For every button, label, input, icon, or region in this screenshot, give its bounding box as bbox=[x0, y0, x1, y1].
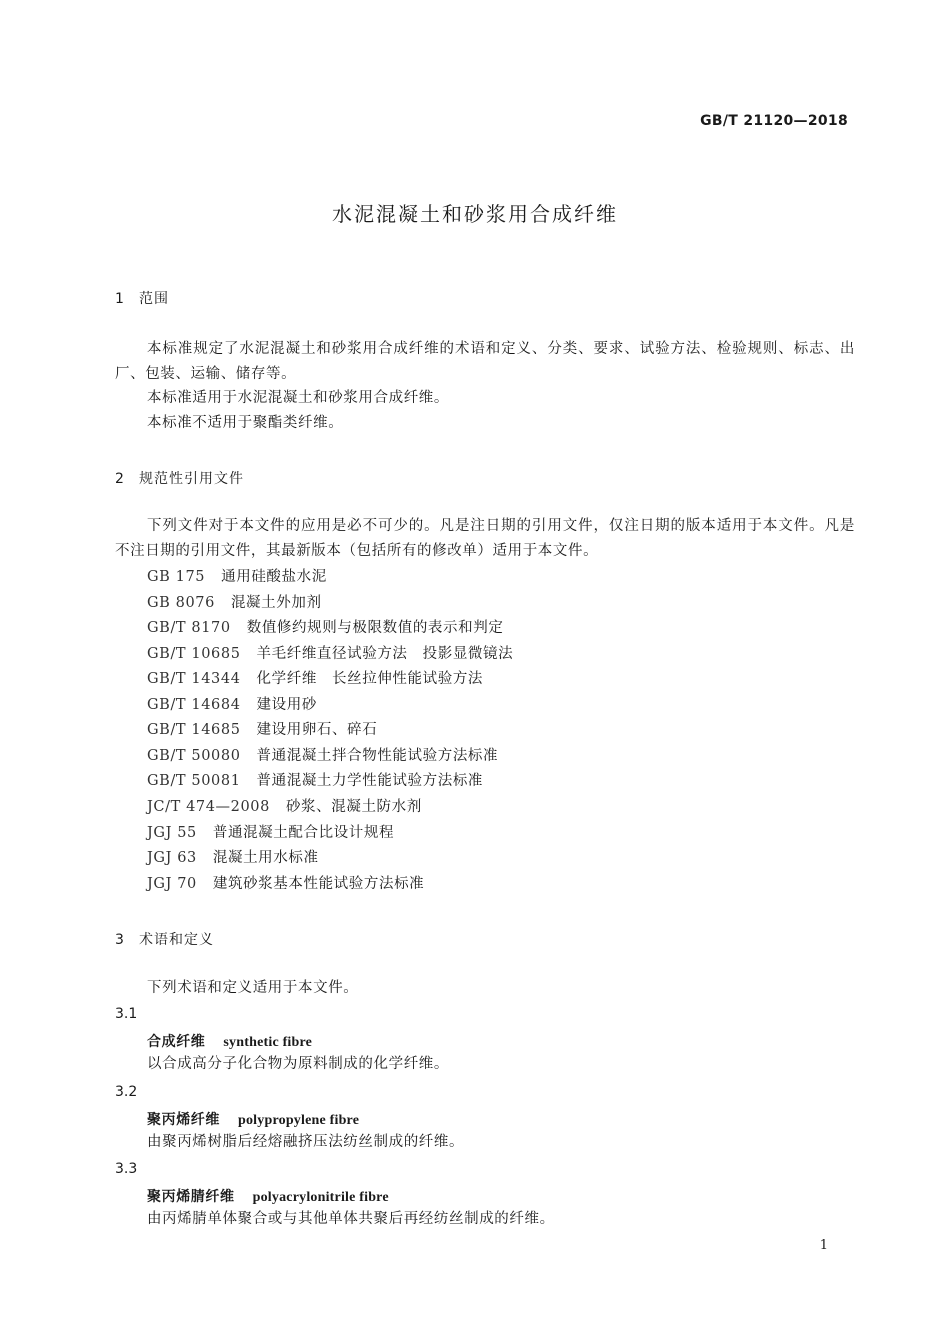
reference-item bbox=[147, 642, 513, 667]
reference-name: 混凝土外加剂 bbox=[230, 595, 322, 611]
scope-paragraph-2: 本标准适用于水泥混凝土和砂浆用合成纤维。 bbox=[147, 390, 449, 406]
reference-item bbox=[147, 821, 394, 846]
term-chinese: 聚丙烯纤维 bbox=[147, 1112, 220, 1128]
term-definition: 由聚丙烯树脂后经熔融挤压法纺丝制成的纤维。 bbox=[147, 1134, 465, 1150]
reference-name: 建设用砂 bbox=[256, 697, 317, 713]
section-1-heading bbox=[115, 288, 169, 308]
reference-item bbox=[147, 872, 424, 897]
reference-code: JGJ 70 bbox=[147, 876, 197, 892]
term-number: 3.3 bbox=[115, 1161, 138, 1177]
reference-code: GB 8076 bbox=[147, 595, 215, 611]
section-2-heading bbox=[115, 468, 244, 488]
references-intro: 下列文件对于本文件的应用是必不可少的。凡是注日期的引用文件，仅注日期的版本适用于本文件。凡是不注日期的引用文件，其最新版本（包括所有的修改单）适用于本文件。 bbox=[115, 518, 855, 559]
reference-name: 普通混凝土力学性能试验方法标准 bbox=[256, 773, 484, 789]
reference-code: GB/T 14684 bbox=[147, 697, 241, 713]
reference-item bbox=[147, 693, 317, 718]
reference-code: JC/T 474—2008 bbox=[147, 799, 270, 815]
reference-code: JGJ 63 bbox=[147, 850, 197, 866]
reference-name: 羊毛纤维直径试验方法 投影显微镜法 bbox=[256, 646, 514, 662]
reference-code: JGJ 55 bbox=[147, 825, 197, 841]
term-heading bbox=[147, 1031, 312, 1051]
reference-code: GB/T 14685 bbox=[147, 722, 241, 738]
reference-name: 建设用卵石、碎石 bbox=[256, 722, 378, 738]
reference-name: 数值修约规则与极限数值的表示和判定 bbox=[246, 620, 504, 636]
section-number: 1 bbox=[115, 291, 125, 307]
term-english: synthetic fibre bbox=[223, 1035, 313, 1050]
reference-code: GB/T 14344 bbox=[147, 671, 241, 687]
term-heading bbox=[147, 1109, 359, 1129]
reference-item bbox=[147, 718, 377, 743]
reference-item bbox=[147, 769, 483, 794]
reference-name: 混凝土用水标准 bbox=[212, 850, 319, 866]
section-title: 范围 bbox=[139, 291, 169, 307]
term-english: polyacrylonitrile fibre bbox=[252, 1190, 389, 1205]
term-definition: 由丙烯腈单体聚合或与其他单体共聚后再经纺丝制成的纤维。 bbox=[147, 1211, 555, 1227]
reference-code: GB 175 bbox=[147, 569, 206, 585]
reference-code: GB/T 50080 bbox=[147, 748, 241, 764]
term-definition: 以合成高分子化合物为原料制成的化学纤维。 bbox=[147, 1056, 449, 1072]
section-title: 术语和定义 bbox=[139, 932, 214, 948]
section-3-heading bbox=[115, 929, 214, 949]
term-number: 3.1 bbox=[115, 1006, 138, 1022]
term-number: 3.2 bbox=[115, 1084, 138, 1100]
term-chinese: 合成纤维 bbox=[147, 1034, 206, 1050]
reference-code: GB/T 8170 bbox=[147, 620, 231, 636]
reference-name: 化学纤维 长丝拉伸性能试验方法 bbox=[256, 671, 484, 687]
reference-code: GB/T 10685 bbox=[147, 646, 241, 662]
page-number: 1 bbox=[819, 1238, 828, 1253]
reference-code: GB/T 50081 bbox=[147, 773, 241, 789]
reference-name: 通用硅酸盐水泥 bbox=[221, 569, 327, 585]
term-heading bbox=[147, 1186, 389, 1206]
standard-code: GB/T 21120—2018 bbox=[700, 113, 848, 129]
section-number: 2 bbox=[115, 471, 125, 487]
reference-item bbox=[147, 846, 319, 871]
section-title: 规范性引用文件 bbox=[139, 471, 244, 487]
reference-name: 建筑砂浆基本性能试验方法标准 bbox=[212, 876, 425, 892]
reference-item bbox=[147, 591, 322, 616]
scope-paragraph-1: 本标准规定了水泥混凝土和砂浆用合成纤维的术语和定义、分类、要求、试验方法、检验规则、标志、出厂、包装、运输、储存等。 bbox=[115, 341, 855, 382]
term-chinese: 聚丙烯腈纤维 bbox=[147, 1189, 235, 1205]
reference-name: 普通混凝土拌合物性能试验方法标准 bbox=[256, 748, 499, 764]
term-english: polypropylene fibre bbox=[238, 1113, 360, 1128]
reference-item bbox=[147, 616, 503, 641]
reference-item bbox=[147, 565, 327, 590]
scope-paragraph-3: 本标准不适用于聚酯类纤维。 bbox=[147, 415, 344, 431]
reference-name: 砂浆、混凝土防水剂 bbox=[285, 799, 422, 815]
reference-item bbox=[147, 795, 422, 820]
reference-item bbox=[147, 744, 498, 769]
section-number: 3 bbox=[115, 932, 125, 948]
terms-intro: 下列术语和定义适用于本文件。 bbox=[147, 980, 359, 996]
reference-name: 普通混凝土配合比设计规程 bbox=[212, 825, 395, 841]
document-title: 水泥混凝土和砂浆用合成纤维 bbox=[332, 202, 618, 226]
reference-item bbox=[147, 667, 483, 692]
